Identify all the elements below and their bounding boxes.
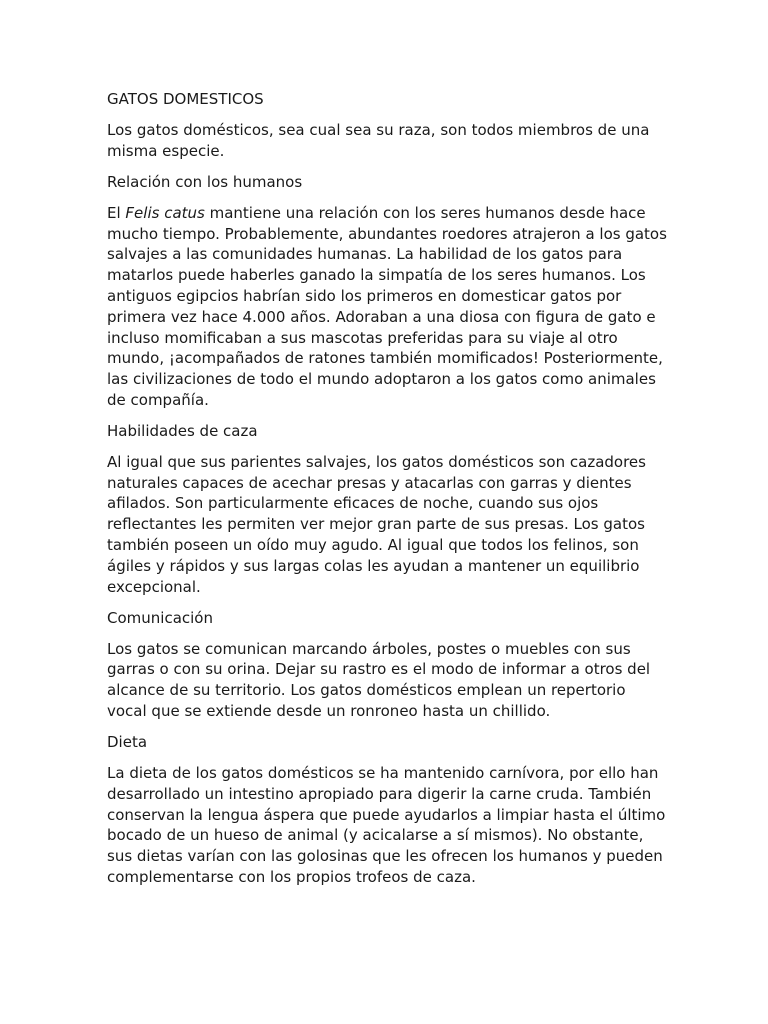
document-title: GATOS DOMESTICOS bbox=[107, 90, 264, 108]
section-heading-relacion: Relación con los humanos bbox=[107, 172, 303, 191]
body-lead-text: El bbox=[107, 203, 126, 222]
section-body-dieta: La dieta de los gatos domésticos se ha mantenido carnívora, por ello han desarrollado un intestino apropiado para digerir la carne cruda. También conservan la lengua áspera que puede ayudarlos a limpiar hasta el último bocado de un hueso de animal (y acicalarse a sí mismos). No obstante, sus dietas varían con las golosinas que les ofrecen los humanos y pueden complementarse con los propios trofeos de caza. bbox=[107, 764, 666, 886]
species-name-italic: Felis catus bbox=[125, 203, 205, 222]
section-body-caza: Al igual que sus parientes salvajes, los gatos domésticos son cazadores naturales capaces de acechar presas y atacarlas con garras y dientes afilados. Son particularmente eficaces de noche, cuando sus ojos reflectantes les permiten ver mejor gran parte de sus presas. Los gatos también poseen un oído muy agudo. Al igual que todos los felinos, son ágiles y rápidos y sus largas colas les ayudan a mantener un equilibrio excepcional. bbox=[107, 452, 646, 596]
body-text: mantiene una relación con los seres humanos desde hace mucho tiempo. Probablemente, abundantes roedores atrajeron a los gatos salvajes a las comunidades humanas. La habilidad de los gatos para matarlos puede haberles ganado la simpatía de los seres humanos. Los antiguos egipcios habrían sido los primeros en domesticar gatos por primera vez hace 4.000 años. Adoraban a una diosa con figura de gato e incluso momificaban a sus mascotas preferidas para su viaje al otro mundo, ¡acompañados de ratones también momificados! Posteriormente, las civilizaciones de todo el mundo adoptaron a los gatos como animales de compañía. bbox=[107, 203, 667, 409]
section-heading-comunicacion: Comunicación bbox=[107, 608, 213, 627]
intro-paragraph: Los gatos domésticos, sea cual sea su raza, son todos miembros de una misma especie. bbox=[107, 120, 650, 160]
document-page bbox=[107, 89, 667, 898]
section-heading-caza: Habilidades de caza bbox=[107, 421, 258, 440]
section-heading-dieta: Dieta bbox=[107, 733, 148, 752]
section-body-relacion bbox=[107, 203, 667, 411]
section-body-comunicacion: Los gatos se comunican marcando árboles, postes o muebles con sus garras o con su orina. Dejar su rastro es el modo de informar a otros del alcance de su territorio. Los gatos domésticos emplean un repertorio vocal que se extiende desde un ronroneo hasta un chillido. bbox=[107, 639, 651, 721]
